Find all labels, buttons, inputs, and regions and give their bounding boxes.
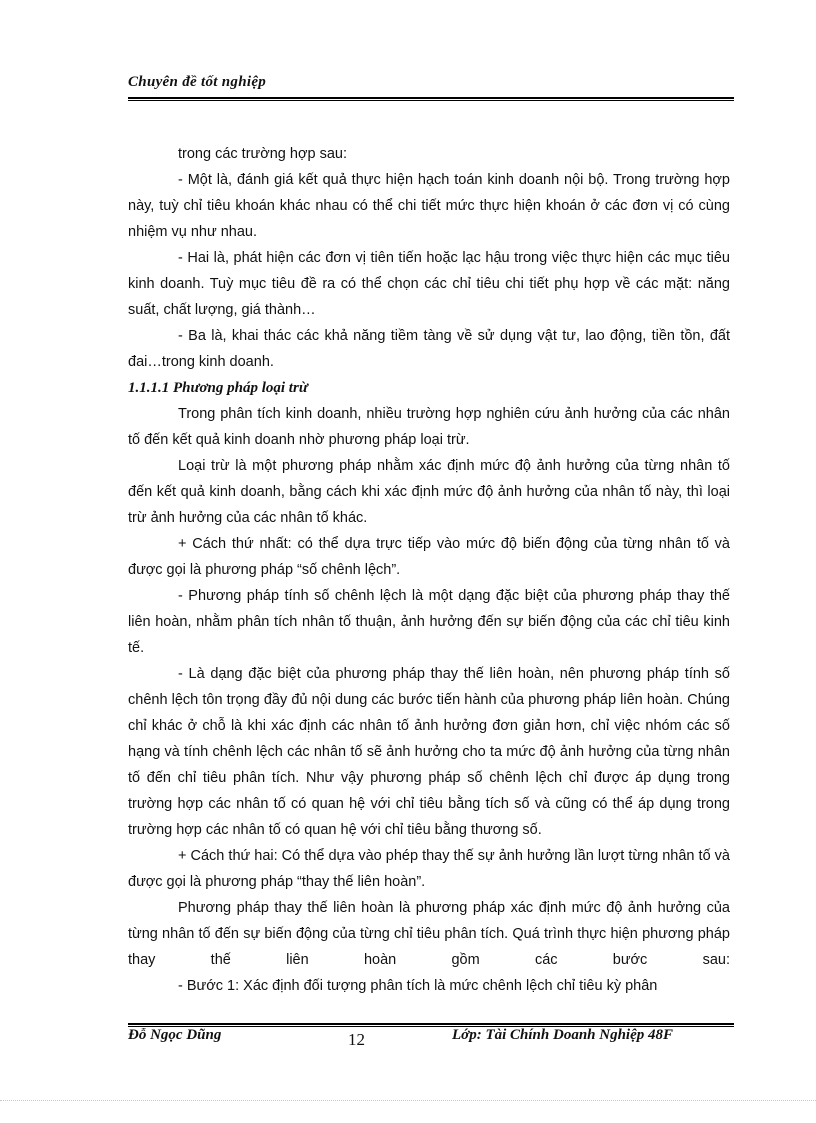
footer-class-label: Lớp: Tài Chính Doanh Nghiệp 48F — [452, 1027, 674, 1043]
paragraph: + Cách thứ nhất: có thể dựa trực tiếp vào mức độ biến động của từng nhân tố và được gọi là phương pháp “số chênh lệch”. — [128, 536, 730, 578]
paragraph: + Cách thứ hai: Có thể dựa vào phép thay thế sự ảnh hưởng lần lượt từng nhân tố và được gọi là phương pháp “thay thế liên hoàn”. — [128, 848, 730, 890]
paragraph: - Là dạng đặc biệt của phương pháp thay thế liên hoàn, nên phương pháp tính số chênh lệch tôn trọng đầy đủ nội dung các bước tiến hành của phương pháp liên hoàn. Chúng chỉ khác ở chỗ là khi xác định các nhân tố ảnh hưởng đơn giản hơn, chỉ việc nhóm các số hạng và tính chênh lệch các nhân tố sẽ ảnh hưởng cho ta mức độ ảnh hưởng của từng nhân tố đến chỉ tiêu phân tích. Như vậy phương pháp số chênh lệch chỉ được áp dụng trong trường hợp các nhân tố có quan hệ với chỉ tiêu bằng tích số và cũng có thể áp dụng trong trường hợp các nhân tố có quan hệ với chỉ tiêu bằng thương số. — [128, 666, 730, 838]
footer-author: Đỗ Ngọc Dũng — [128, 1027, 222, 1043]
body-text — [128, 141, 730, 999]
paragraph: Phương pháp thay thế liên hoàn là phương pháp xác định mức độ ảnh hưởng của từng nhân tố đến sự biến động của từng chỉ tiêu phân tích. Quá trình thực hiện phương pháp thay thế liên hoàn gồm các bước sau: — [128, 900, 730, 968]
paragraph: Loại trừ là một phương pháp nhằm xác định mức độ ảnh hưởng của từng nhân tố đến kết quả kinh doanh, bằng cách khi xác định mức độ ảnh hưởng của nhân tố này, thì loại trừ ảnh hưởng của các nhân tố khác. — [128, 458, 730, 526]
section-heading: 1.1.1.1 Phương pháp loại trừ — [128, 380, 308, 396]
page-header-title: Chuyên đề tốt nghiệp — [128, 74, 267, 90]
paragraph: - Hai là, phát hiện các đơn vị tiên tiến hoặc lạc hậu trong việc thực hiện các mục tiêu kinh doanh. Tuỳ mục tiêu đề ra có thể chọn các chỉ tiêu chi tiết phụ hợp về các mặt: năng suất, chất lượng, giá thành… — [128, 250, 730, 318]
paragraph: trong các trường hợp sau: — [178, 146, 347, 162]
paragraph: - Ba là, khai thác các khả năng tiềm tàng về sử dụng vật tư, lao động, tiền tồn, đất đai…trong kinh doanh. — [128, 328, 730, 370]
paragraph: - Một là, đánh giá kết quả thực hiện hạch toán kinh doanh nội bộ. Trong trường hợp này, tuỳ chỉ tiêu khoán khác nhau có thể chi tiết mức thực hiện khoán ở các đơn vị có cùng nhiệm vụ như nhau. — [128, 172, 730, 240]
header-rule-thick — [128, 97, 734, 99]
page-bottom-edge — [0, 1100, 816, 1101]
paragraph: - Bước 1: Xác định đối tượng phân tích là mức chênh lệch chỉ tiêu kỳ phân — [178, 978, 658, 994]
paragraph: Trong phân tích kinh doanh, nhiều trường hợp nghiên cứu ảnh hưởng của các nhân tố đến kết quả kinh doanh nhờ phương pháp loại trừ. — [128, 406, 730, 448]
header-rule-thin — [128, 100, 734, 101]
page-number: 12 — [348, 1030, 365, 1049]
footer-rule-thick — [128, 1023, 734, 1025]
paragraph: - Phương pháp tính số chênh lệch là một dạng đặc biệt của phương pháp thay thế liên hoàn, nhằm phân tích nhân tố thuận, ảnh hưởng đến sự biến động của các chỉ tiêu kinh tế. — [128, 588, 730, 656]
